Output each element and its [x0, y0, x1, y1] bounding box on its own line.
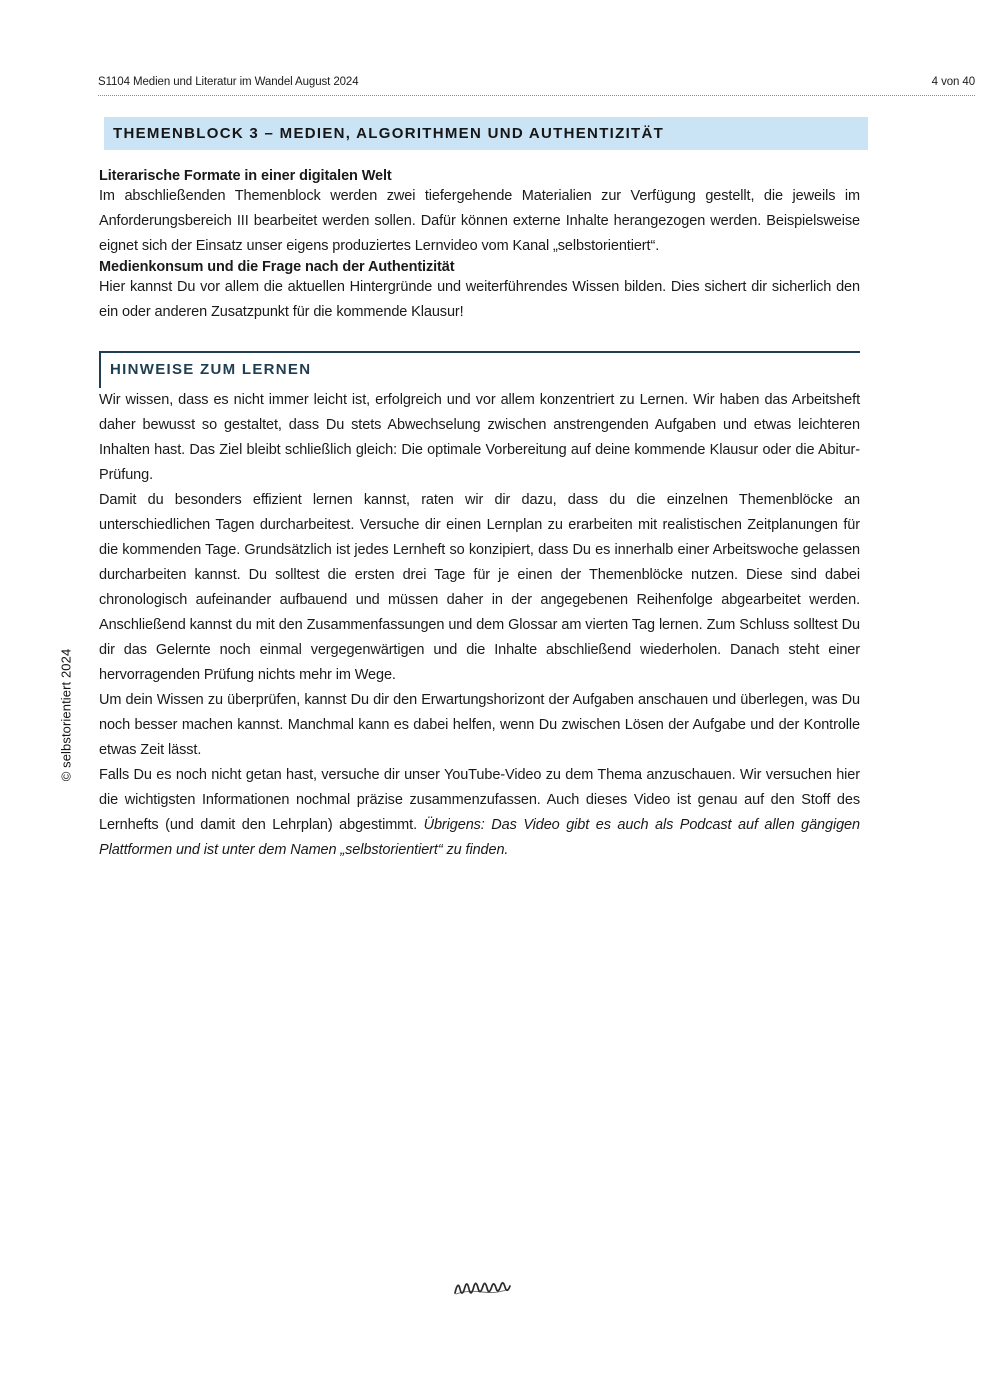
- content-column: [99, 168, 860, 863]
- subheading-literarische-formate: Literarische Formate in einer digitalen Welt: [99, 168, 392, 184]
- paragraph-hinweise-1: Wir wissen, dass es nicht immer leicht ist, erfolgreich und vor allem konzentriert zu Lernen. Wir haben das Arbeitsheft daher bewusst so gestaltet, dass Du stets Abwechselung zwischen anstrengenden Aufgaben und etwas leichteren Inhalten hast. Das Ziel bleibt schließlich gleich: Die optimale Vorbereitung auf deine kommende Klausur oder die Abitur-Prüfung.: [99, 392, 860, 483]
- copyright-vertical-label: © selbstorientiert 2024: [58, 648, 74, 782]
- signature-scribble-icon: [452, 1276, 514, 1300]
- hinweise-section-title: HINWEISE ZUM LERNEN: [110, 361, 312, 378]
- paragraph-intro-1: Im abschließenden Themenblock werden zwei tiefergehende Materialien zur Verfügung gestellt, die jeweils im Anforderungsbereich III bearbeitet werden sollen. Dafür können externe Inhalte herangezogen werden. Beispielsweise eignet sich der Einsatz unser eigens produziertes Lernvideo vom Kanal „selbstorientiert“.: [99, 188, 860, 254]
- hinweise-section-header: [99, 351, 860, 388]
- signature-scribble-svg: [452, 1276, 514, 1300]
- paragraph-hinweise-3: Um dein Wissen zu überprüfen, kannst Du dir den Erwartungshorizont der Aufgaben anschauen und überlegen, was Du noch besser machen kannst. Manchmal kann es dabei helfen, wenn Du zwischen Lösen der Aufgabe und der Kontrolle etwas Zeit lässt.: [99, 692, 860, 758]
- paragraph-intro-2: Hier kannst Du vor allem die aktuellen Hintergründe und weiterführendes Wissen bilden. Dies sichert dir sicherlich den ein oder anderen Zusatzpunkt für die kommende Klausur!: [99, 279, 860, 320]
- paragraph-hinweise-4-italic: Übrigens: Das Video gibt es auch als Podcast auf allen gängigen Plattformen und ist unter dem Namen „selbstorientiert“ zu finden.: [99, 817, 860, 858]
- document-title: S1104 Medien und Literatur im Wandel August 2024: [98, 76, 359, 88]
- paragraph-hinweise-4-normal: Falls Du es noch nicht getan hast, versuche dir unser YouTube-Video zu dem Thema anzuschauen. Wir versuchen hier die wichtigsten Informationen nochmal präzise zusammenzufassen. Auch dieses Video ist genau auf den Stoff des Lernhefts (und damit den Lehrplan) abgestimmt.: [99, 767, 860, 833]
- subheading-medienkonsum: Medienkonsum und die Frage nach der Authentizität: [99, 259, 455, 275]
- themenblock-banner: [104, 117, 868, 150]
- page-header: [98, 76, 975, 96]
- themenblock-title: THEMENBLOCK 3 – MEDIEN, ALGORITHMEN UND AUTHENTIZITÄT: [113, 125, 665, 142]
- paragraph-hinweise-2: Damit du besonders effizient lernen kannst, raten wir dir dazu, dass du die einzelnen Themenblöcke an unterschiedlichen Tagen durcharbeitest. Versuche dir einen Lernplan zu erarbeiten mit realistischen Zeitplanungen für die kommenden Tage. Grundsätzlich ist jedes Lernheft so konzipiert, dass Du es innerhalb einer Arbeitswoche gelassen durcharbeiten kannst. Du solltest die ersten drei Tage für je einen der Themenblöcke nutzen. Diese sind dabei chronologisch aufeinander aufbauend und müssen daher in der angegebenen Reihenfolge abgearbeitet werden. Anschließend kannst du mit den Zusammenfassungen und dem Glossar am vierten Tag lernen. Zum Schluss solltest Du dir das Gelernte noch einmal vergegenwärtigen und die Inhalte abschließend wiederholen. Danach steht einer hervorragenden Prüfung nichts mehr im Wege.: [99, 492, 860, 683]
- paragraph-hinweise-4: [99, 763, 860, 863]
- page-number: 4 von 40: [931, 76, 975, 88]
